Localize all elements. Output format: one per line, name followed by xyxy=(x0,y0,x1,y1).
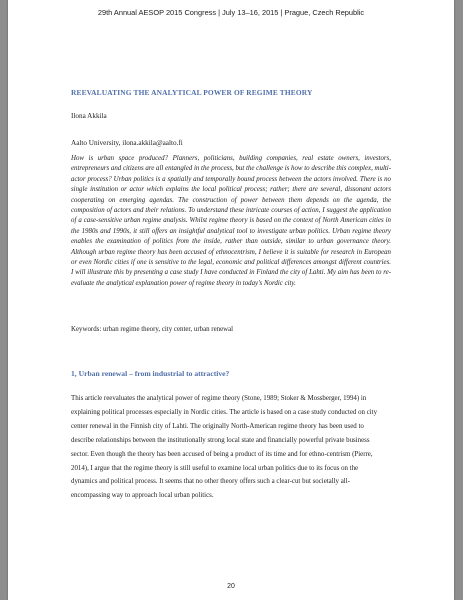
keywords: Keywords: urban regime theory, city center, urban renewal xyxy=(71,326,234,333)
running-header: 29th Annual AESOP 2015 Congress | July 13–16, 2015 | Prague, Czech Republic xyxy=(97,8,365,17)
page-number: 20 xyxy=(227,583,235,590)
body-paragraph: This article reevaluates the analytical power of regime theory (Stone, 1989; Stoker & Mossberger, 1994) in explaining political processes especially in Nordic cities. The article is based on a case study conducted on city center renewal in the Finnish city of Lahti. The originally North-American regime theory has been used to describe relationships between the institutionally strong local state and financially powerful private business sector. Even though the theory has been accused of being a product of its time and for ethno-centrism (Pierre, 2014), I argue that the regime theory is still useful to examine local urban politics due to its focus on the dynamics and political process. It seems that no other theory offers such a clear-cut but societally all-encompassing way to approach local urban politics. xyxy=(71,395,378,500)
author-name: Ilona Akkila xyxy=(71,112,107,120)
document-page xyxy=(8,0,454,600)
abstract: How is urban space produced? Planners, politicians, building companies, real estate owners, investors, entrepreneurs and citizens are all entangled in the process, but the challenge is how to describe this complex, multi-actor process? Urban politics is a spatially and temporally bound process between the actors involved. There is no single institution or actor which explains the local political process; rather; there are several, dissonant actors cooperating on emerging agendas. The construction of power between them depends on the agenda, the composition of actors and their relations. To understand these intricate courses of action, I suggest the application of a case-sensitive urban regime analysis. Whilst regime theory is based on the context of North American cities in the 1980s and 1990s, it still offers an insightful analytical tool to investigate urban politics. Urban regime theory enables the examination of politics from the inside, rather than outside, similar to urban governance theory. Although urban regime theory has been accused of ethnocentrism, I believe it is suitable for research in European or even Nordic cities if one is sensitive to the legal, economic and political differences amongst different countries. I will illustrate this by presenting a case study I have conducted in Finland the city of Lahti. My aim has been to re-evaluate the analytical explanation power of regime theory in today's Nordic city. xyxy=(71,155,391,287)
paper-title: REEVALUATING THE ANALYTICAL POWER OF REGIME THEORY xyxy=(71,88,313,97)
author-affiliation: Aalto University, ilona.akkila@aalto.fi xyxy=(71,139,183,147)
section-heading: 1, Urban renewal – from industrial to attractive? xyxy=(71,369,230,378)
